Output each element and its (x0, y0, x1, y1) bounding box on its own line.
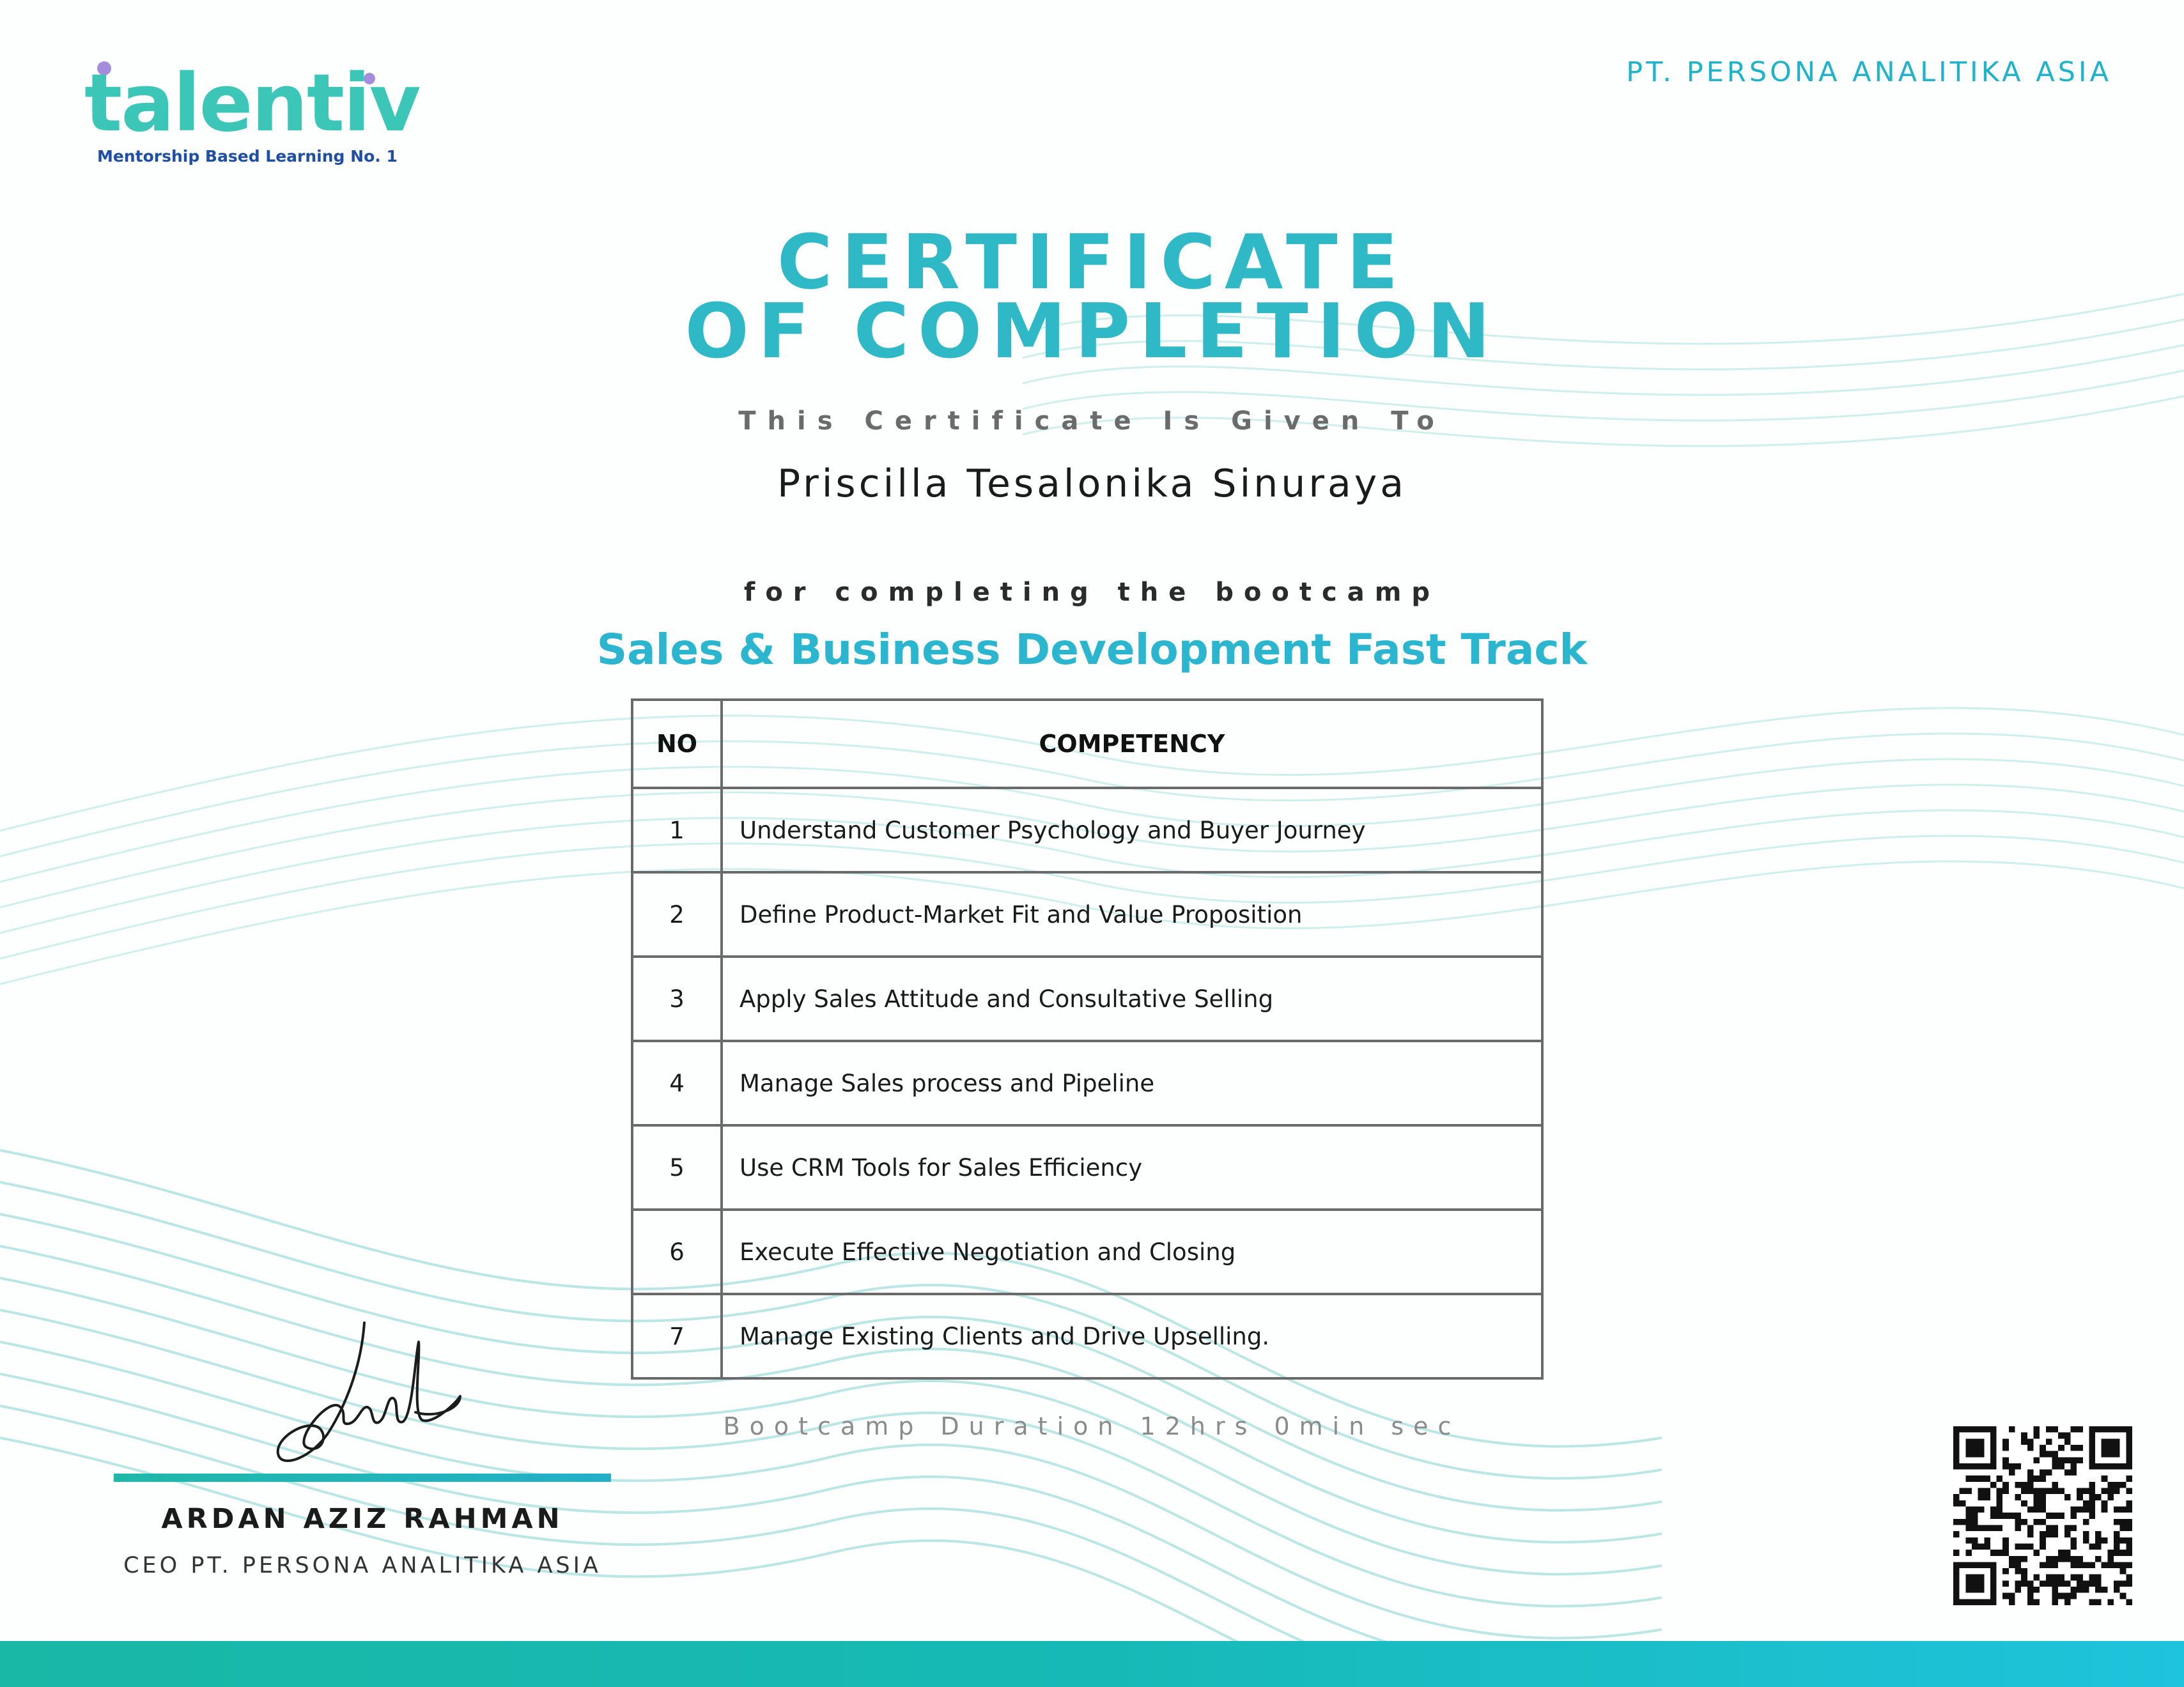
table-header-row (632, 700, 1542, 788)
certificate-title-line1: CERTIFICATE (777, 218, 1407, 306)
row-competency: Define Product-Market Fit and Value Proposition (722, 872, 1542, 957)
logo-wordmark: talentiv (84, 58, 420, 150)
table-row (632, 872, 1542, 957)
row-competency: Understand Customer Psychology and Buyer Journey (722, 788, 1542, 872)
qr-code-icon (1953, 1426, 2132, 1605)
row-number: 5 (632, 1125, 722, 1210)
table-row (632, 957, 1542, 1041)
signature-line (114, 1474, 611, 1482)
table-row (632, 1125, 1542, 1210)
row-number: 1 (632, 788, 722, 872)
signature-graphic (268, 1316, 479, 1476)
row-number: 2 (632, 872, 722, 957)
recipient-name: Priscilla Tesalonika Sinuraya (777, 461, 1407, 506)
row-number: 7 (632, 1294, 722, 1378)
row-competency: Use CRM Tools for Sales Efficiency (722, 1125, 1542, 1210)
row-competency: Apply Sales Attitude and Consultative Selling (722, 957, 1542, 1041)
row-number: 6 (632, 1210, 722, 1294)
row-competency: Manage Sales process and Pipeline (722, 1041, 1542, 1125)
given-to-label: This Certificate Is Given To (738, 406, 1446, 436)
signer-name: ARDAN AZIZ RAHMAN (161, 1503, 564, 1535)
logo-tagline: Mentorship Based Learning No. 1 (97, 147, 398, 166)
signer-role: CEO PT. PERSONA ANALITIKA ASIA (123, 1553, 601, 1578)
certificate-title-line2: OF COMPLETION (685, 287, 1499, 375)
bootcamp-duration: Bootcamp Duration 12hrs 0min sec (723, 1412, 1461, 1440)
program-name: Sales & Business Development Fast Track (596, 625, 1588, 674)
company-name: PT. PERSONA ANALITIKA ASIA (1626, 56, 2112, 88)
table-row (632, 1294, 1542, 1378)
row-number: 3 (632, 957, 722, 1041)
table-row (632, 1041, 1542, 1125)
bottom-accent-bar (0, 1641, 2184, 1687)
header-no: NO (632, 700, 722, 788)
row-competency: Execute Effective Negotiation and Closing (722, 1210, 1542, 1294)
table-row (632, 1210, 1542, 1294)
row-number: 4 (632, 1041, 722, 1125)
table-row (632, 788, 1542, 872)
for-completing-label: for completing the bootcamp (743, 578, 1441, 607)
competency-table (631, 698, 1544, 1380)
talentiv-logo (84, 58, 420, 174)
name-underline-dashes (607, 530, 1579, 538)
header-competency: COMPETENCY (722, 700, 1542, 788)
row-competency: Manage Existing Clients and Drive Upselling. (722, 1294, 1542, 1378)
